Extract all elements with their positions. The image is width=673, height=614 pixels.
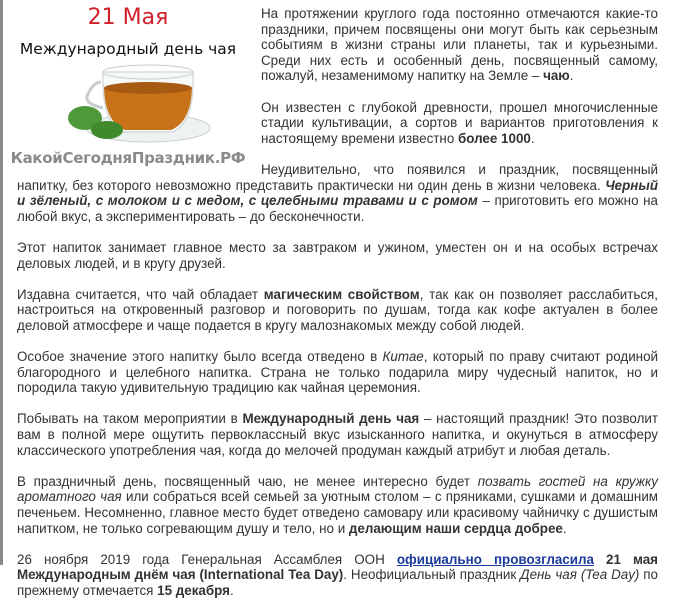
italic-text: Китае <box>382 349 424 365</box>
bold-text: Международный день чая <box>242 411 420 427</box>
tea-cup-icon <box>63 62 213 148</box>
article-paragraph <box>17 287 658 334</box>
banner-date: 21 Мая <box>87 5 169 30</box>
text: На протяжении круглого года постоянно отмечаются какие-то праздники, причем посвящены они могут быть как серьезным событиям в жизни страны или планеты, так и курьезными. Среди них есть и особенный день, посвященный самому, пожалуй, незаменимому напитку на Земле – <box>261 6 658 84</box>
text: . <box>569 68 574 84</box>
holiday-banner-image <box>3 6 253 172</box>
text: – настоящий праздник! Это позволит вам в полной мере ощутить первоклассный вкус изысканного напитка, и окунуться в атмосферу классического употребления чая, когда до мелочей продуман каждый атрибут и любая деталь. <box>17 411 658 458</box>
bold-text: магическим свойством <box>263 286 420 302</box>
text: . <box>530 130 535 146</box>
text: Он известен с глубокой древности, прошел многочисленные стадии культивации, а сортов и вариантов приготовления к настоящему времени известно <box>261 99 658 146</box>
text: по прежнему отмечается <box>17 567 658 598</box>
bold-text: чаю <box>543 68 570 84</box>
italic-text: День чая (Tea Day) <box>520 567 640 583</box>
article-paragraph <box>17 411 658 458</box>
text: – приготовить его можно на любой вкус, а экспериментировать – до бесконечности. <box>17 193 658 224</box>
text: , который по праву считают родиной благородного и целебного напитка. Страна не только подарила миру чудесный напиток, но и породила такую удивительную традицию как чайная церемония. <box>17 349 658 396</box>
article-paragraph <box>17 552 658 599</box>
bold-text: Черный и зёленый, с молоком и с медом, с целебными травами и с ромом <box>17 177 658 209</box>
official-proclamation-link[interactable]: официально провозгласила <box>396 551 594 567</box>
article <box>10 5 659 614</box>
bold-text: 15 декабря <box>157 582 230 598</box>
article-paragraph <box>17 474 658 536</box>
text: . <box>562 520 567 536</box>
text: , так как он позволяет расслабиться, настроиться на откровенный разговор и поговорить по душам, тогда как кофе актуален в более деловой атмосфере и чаще подается в кругу малознакомых между собой людей. <box>17 286 658 333</box>
banner-title: Международный день чая <box>19 40 237 58</box>
text: В праздничный день, посвященный чаю, не менее интересно будет <box>17 473 478 489</box>
text: . <box>229 582 234 598</box>
text: . Неофициальный праздник <box>343 567 521 583</box>
text: или собраться всей семьей за уютным столом – с пряниками, сушками и домашним печеньем. Несомненно, главное место будет отведено самовару или красивому чайничку с душистым напитком, не только согревающим душу и тело, но и <box>17 489 659 536</box>
text: Побывать на таком мероприятии в <box>17 411 243 427</box>
article-paragraph <box>17 240 658 271</box>
text: Этот напиток занимает главное место за завтраком и ужином, уместен он и на особых встречах деловых людей, и в кругу друзей. <box>17 239 658 271</box>
text: Особое значение этого напитку было всегда отведено в <box>17 349 383 365</box>
text: Неудивительно, что появился и праздник, посвященный напитку, без которого невозможно представить практически ни один день в жизни человека. <box>17 161 658 193</box>
banner-site-name: КакойСегодняПраздник.РФ <box>10 149 246 167</box>
bold-text: делающим наши сердца добрее <box>348 520 563 536</box>
bold-text: более 1000 <box>457 130 531 146</box>
article-paragraph <box>17 349 658 396</box>
text: 26 ноября 2019 года Генеральная Ассамблея ООН <box>17 551 397 567</box>
italic-text: позвать гостей на кружку ароматного чая <box>17 473 658 505</box>
text: Издавна считается, что чай обладает <box>17 286 264 302</box>
bold-text: 21 мая Международным днём чая (International Tea Day) <box>17 551 658 583</box>
